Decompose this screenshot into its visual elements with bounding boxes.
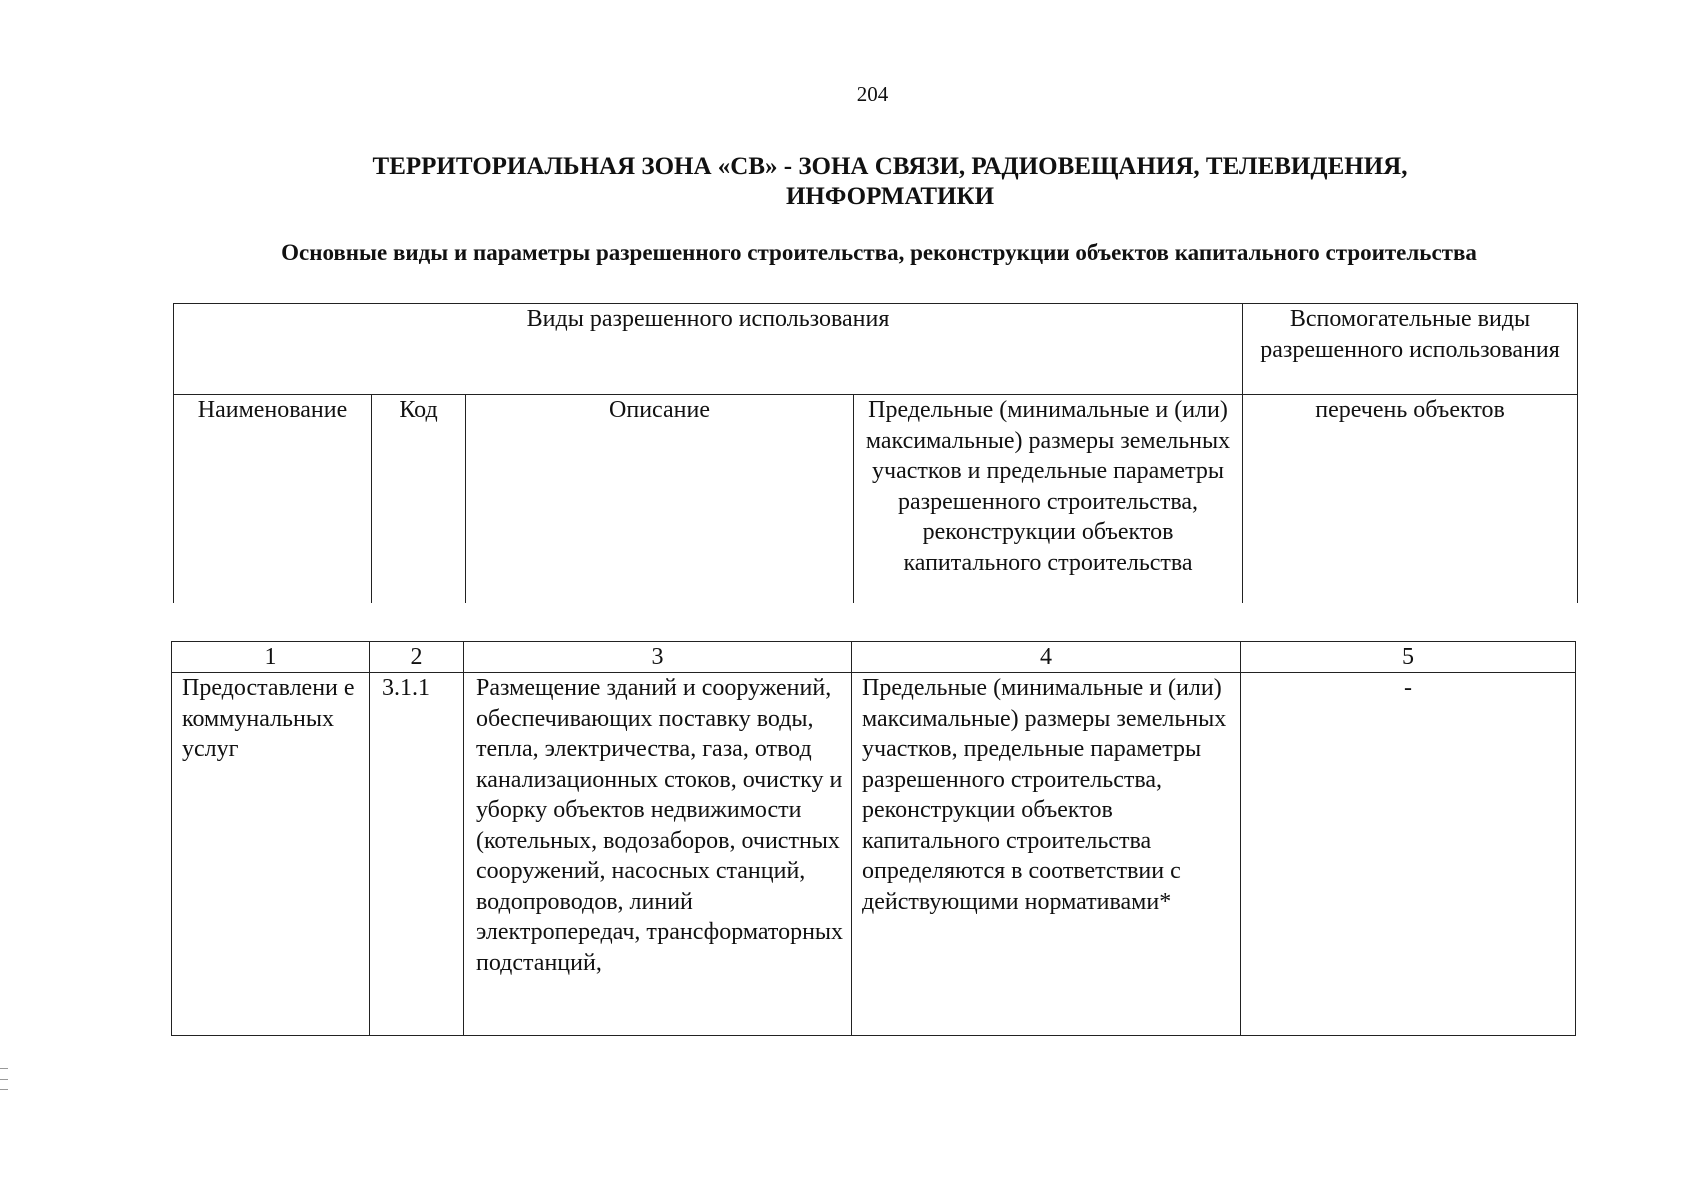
row-limits: Предельные (минимальные и (или) максимальные) размеры земельных участков, предельные параметры разрешенного строительства, реконструкции объектов капитального строительства определяются в соответствии с действующими нормативами* — [852, 673, 1241, 1036]
column-number-row — [172, 642, 1576, 673]
header-aux-group: Вспомогательные виды разрешенного использования — [1243, 304, 1578, 395]
header-col-description: Описание — [466, 395, 854, 604]
section-subtitle: Основные виды и параметры разрешенного строительства, реконструкции объектов капитального строительства — [281, 240, 1477, 265]
zone-title: ТЕРРИТОРИАЛЬНАЯ ЗОНА «СВ» - ЗОНА СВЯЗИ, РАДИОВЕЩАНИЯ, ТЕЛЕВИДЕНИЯ, ИНФОРМАТИКИ — [372, 153, 1408, 210]
header-col-objects: перечень объектов — [1243, 395, 1578, 604]
header-table — [173, 303, 1578, 603]
column-number: 4 — [852, 642, 1241, 673]
column-number: 3 — [464, 642, 852, 673]
header-columns-row — [174, 395, 1578, 604]
row-description: Размещение зданий и сооружений, обеспечивающих поставку воды, тепла, электричества, газа, отвод канализационных стоков, очистку и уборку объектов недвижимости (котельных, водозаборов, очистных сооружений, насосных станций, водопроводов, линий электропередач, трансформаторных подстанций, — [464, 673, 852, 1036]
header-col-limits: Предельные (минимальные и (или) максимальные) размеры земельных участков и предельные параметры разрешенного строительства, реконструкции объектов капитального строительства — [854, 395, 1243, 604]
column-number: 2 — [370, 642, 464, 673]
header-col-code: Код — [372, 395, 466, 604]
row-code: 3.1.1 — [370, 673, 464, 1036]
column-number: 5 — [1241, 642, 1576, 673]
column-number: 1 — [172, 642, 370, 673]
row-aux: - — [1241, 673, 1576, 1036]
page-number: 204 — [856, 82, 889, 106]
header-main-group: Виды разрешенного использования — [174, 304, 1243, 395]
margin-mark — [0, 1068, 8, 1090]
body-table — [171, 641, 1576, 1036]
table-row — [172, 673, 1576, 1036]
row-name: Предоставлени е коммунальных услуг — [172, 673, 370, 1036]
header-col-name: Наименование — [174, 395, 372, 604]
header-group-row — [174, 304, 1578, 395]
